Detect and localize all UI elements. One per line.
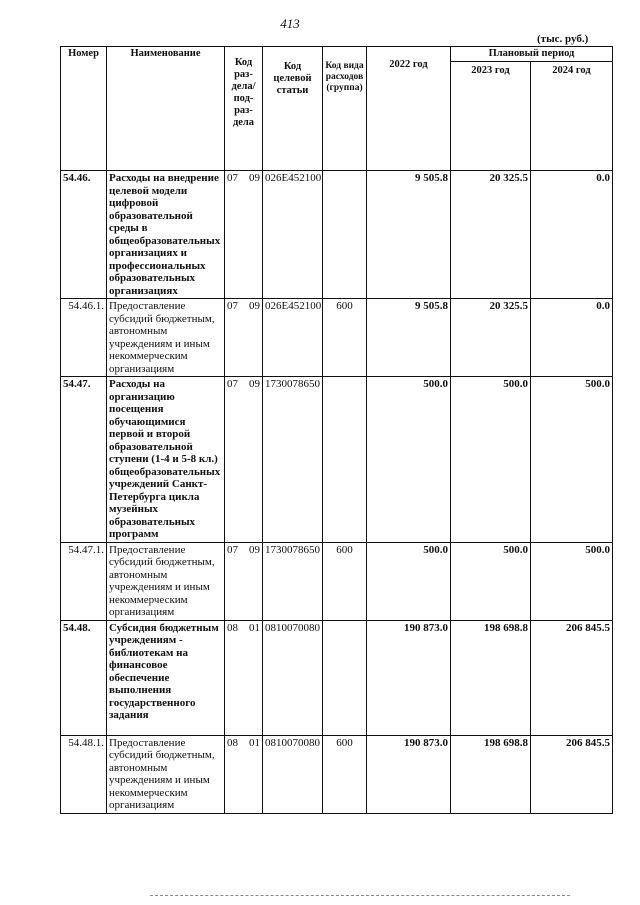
table-row (61, 171, 613, 299)
row-target-code: 1730078650 (263, 542, 323, 620)
row-amount-2023: 500.0 (451, 377, 531, 543)
row-number: 54.46. (61, 171, 107, 299)
row-section-code (225, 377, 263, 543)
row-section-code (225, 299, 263, 377)
row-amount-2024: 500.0 (531, 377, 613, 543)
row-section: 07 (227, 300, 238, 312)
row-section: 07 (227, 543, 238, 556)
row-section: 07 (227, 378, 238, 390)
row-subsection: 01 (249, 736, 260, 749)
row-amount-2023: 198 698.8 (451, 620, 531, 735)
row-expense-code: 600 (323, 735, 367, 813)
row-subsection: 09 (249, 300, 260, 312)
header-2023: 2023 год (451, 62, 531, 171)
table-row (61, 620, 613, 735)
row-amount-2024: 206 845.5 (531, 735, 613, 813)
table-row (61, 735, 613, 813)
row-amount-2022: 500.0 (367, 377, 451, 543)
row-target-code: 026Е452100 (263, 299, 323, 377)
row-amount-2022: 190 873.0 (367, 735, 451, 813)
row-target-code: 026Е452100 (263, 171, 323, 299)
row-subsection: 09 (249, 172, 260, 184)
row-expense-code: 600 (323, 299, 367, 377)
row-section-code (225, 542, 263, 620)
row-section: 07 (227, 172, 238, 184)
row-name: Субсидия бюджетным учреждениям - библиотекам на финансовое обеспечение выполнения государственного задания (107, 620, 225, 735)
row-amount-2024: 500.0 (531, 542, 613, 620)
budget-table (60, 46, 613, 814)
row-number: 54.48.1. (61, 735, 107, 813)
footer-divider (150, 895, 570, 897)
row-amount-2023: 20 325.5 (451, 171, 531, 299)
row-name: Предоставление субсидий бюджетным, автономным учреждениям и иным некоммерческим организациям (107, 735, 225, 813)
header-planned-period: Плановый период (451, 47, 613, 62)
row-amount-2023: 20 325.5 (451, 299, 531, 377)
header-section-code: Код раз-дела/ под-раз-дела (225, 47, 263, 171)
row-name: Расходы на внедрение целевой модели цифровой образовательной среды в общеобразовательных организациях и профессиональных образовательных организациях (107, 171, 225, 299)
header-target-code: Код целевой статьи (263, 47, 323, 171)
row-amount-2024: 0.0 (531, 299, 613, 377)
row-subsection: 09 (249, 543, 260, 556)
row-section-code (225, 171, 263, 299)
row-subsection: 01 (249, 621, 260, 634)
table-row (61, 299, 613, 377)
row-target-code: 1730078650 (263, 377, 323, 543)
header-2022: 2022 год (367, 47, 451, 171)
header-number: Номер (61, 47, 107, 171)
table-row (61, 377, 613, 543)
row-amount-2024: 206 845.5 (531, 620, 613, 735)
row-number: 54.46.1. (61, 299, 107, 377)
row-amount-2024: 0.0 (531, 171, 613, 299)
row-amount-2022: 9 505.8 (367, 171, 451, 299)
row-target-code: 0810070080 (263, 620, 323, 735)
row-subsection: 09 (249, 378, 260, 390)
row-amount-2023: 198 698.8 (451, 735, 531, 813)
row-section-code (225, 620, 263, 735)
header-expense-code: Код вида расходов (группа) (323, 47, 367, 171)
table-row (61, 542, 613, 620)
row-expense-code (323, 171, 367, 299)
header-2024: 2024 год (531, 62, 613, 171)
row-name: Предоставление субсидий бюджетным, автономным учреждениям и иным некоммерческим организациям (107, 299, 225, 377)
row-section-code (225, 735, 263, 813)
row-number: 54.47.1. (61, 542, 107, 620)
row-amount-2022: 9 505.8 (367, 299, 451, 377)
row-expense-code: 600 (323, 542, 367, 620)
row-number: 54.48. (61, 620, 107, 735)
row-amount-2023: 500.0 (451, 542, 531, 620)
row-amount-2022: 500.0 (367, 542, 451, 620)
row-expense-code (323, 620, 367, 735)
header-name: Наименование (107, 47, 225, 171)
row-number: 54.47. (61, 377, 107, 543)
row-expense-code (323, 377, 367, 543)
row-name: Предоставление субсидий бюджетным, автономным учреждениям и иным некоммерческим организациям (107, 542, 225, 620)
row-section: 08 (227, 621, 238, 634)
row-name: Расходы на организацию посещения обучающимися первой и второй образовательной ступени (1-4 и 5-8 кл.) общеобразовательных учреждений Санкт-Петербурга цикла музейных образовательных программ (107, 377, 225, 543)
unit-label: (тыс. руб.) (537, 33, 589, 45)
page-number: 413 (280, 16, 300, 31)
row-target-code: 0810070080 (263, 735, 323, 813)
row-section: 08 (227, 736, 238, 749)
row-amount-2022: 190 873.0 (367, 620, 451, 735)
